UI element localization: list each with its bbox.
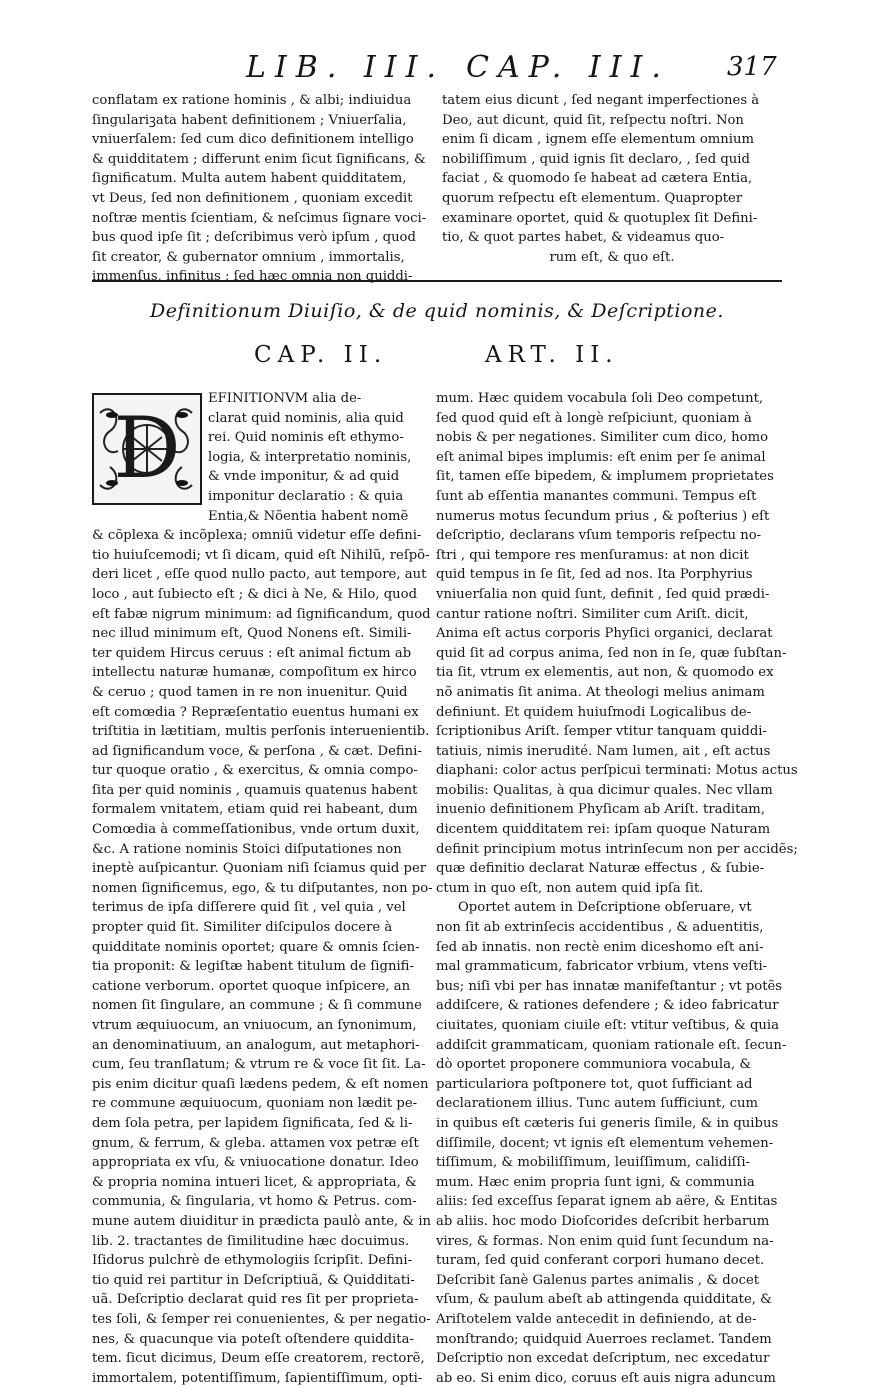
text-line: tia proponit: & legiſtæ habent titulum de ſignifi-	[92, 959, 414, 975]
text-line: vt Deus, ſed non definitionem , quoniam excedit	[92, 190, 413, 206]
text-line: Entia,& Nõentia habent nomẽ	[208, 508, 409, 524]
text-line: tio quid rei partitur in Deſcriptiuã, & Quidditati-	[92, 1272, 415, 1288]
text-line: examinare oportet, quid & quotuplex ſit Defini-	[442, 210, 758, 226]
text-line: declarationem illius. Tunc autem ſufficiunt, cum	[436, 1096, 758, 1112]
text-line: cantur ratione noſtri. Similiter cum Ariſt. dicit,	[436, 606, 749, 622]
text-line: vires, & formas. Non enim quid ſunt ſecundum na-	[436, 1233, 774, 1249]
text-line: ſit creator, & gubernator omnium , immortalis,	[92, 249, 405, 265]
text-line: immortalem, potentiſſimum, ſapientiſſimum, opti-	[92, 1370, 423, 1386]
section-divider	[92, 280, 782, 282]
text-line: ter quidem Hircus ceruus : eſt animal fictum ab	[92, 645, 412, 661]
text-line: Iſidorus pulchrè de ethymologiis ſcripſit. Defini-	[92, 1253, 413, 1269]
text-line: quæ definitio declarat Naturæ effectus , & ſubie-	[436, 861, 765, 877]
text-line: Ariſtotelem valde antecedit in definiendo, at de-	[436, 1311, 757, 1327]
text-line: rum eſt, & quo eſt.	[549, 249, 675, 265]
text-line: loco , aut ſubiecto eſt ; & dici à Ne, & Hilo, quod	[92, 586, 418, 602]
text-line: eſt animal bipes implumis: eſt enim per ſe animal	[436, 449, 766, 465]
text-line: monſtrando; quidquid Auerroes reclamet. Tandem	[436, 1331, 772, 1347]
text-line: intellectu naturæ humanæ, compoſitum ex hirco	[92, 665, 417, 681]
page-number: 317	[727, 52, 777, 82]
text-line: ſed quod quid eſt à longè reſpiciunt, quoniam à	[436, 410, 752, 426]
text-line: cum, ſeu tranſlatum; & vtrum re & voce ſit ſit. La-	[92, 1057, 426, 1073]
text-line: nec illud minimum eſt, Quod Nonens eſt. Simili-	[92, 626, 412, 642]
text-line: vniuerſalia non quid ſunt, definit , ſed quid prædi-	[436, 586, 770, 602]
text-line: ciuitates, quoniam ciuile eſt: vtitur veſtibus, & quia	[436, 1018, 779, 1033]
text-line: ſunt ab eſſentia manantes communi. Tempus eſt	[436, 488, 757, 504]
text-line: ab eo. Si enim dico, coruus eſt auis nigra aduncum	[436, 1370, 776, 1386]
text-line: aliis: ſed exceſſus ſeparat ignem ab aëre, & Entitas	[436, 1194, 778, 1210]
text-line: inuenio definitionem Phyſicam ab Ariſt. traditam,	[436, 802, 766, 818]
text-line: Oportet autem in Deſcriptione obſeruare, vt	[458, 900, 752, 916]
text-line: particulariora poſtponere tot, quot ſufficiant ad	[436, 1076, 753, 1092]
text-line: uã. Deſcriptio declarat quid res ſit per proprieta-	[92, 1292, 419, 1308]
text-line: re commune æquiuocum, quoniam non lædit pe-	[92, 1096, 418, 1112]
text-line: appropriata ex vſu, & vniuocatione donatur. Ideo	[92, 1155, 419, 1171]
text-line: tur quoque oratio , & exercitus, & omnia compo-	[92, 763, 418, 779]
text-line: dicentem quidditatem rei: ipſam quoque Naturam	[436, 822, 771, 838]
text-line: vtrum æquiuocum, an vniuocum, an ſynonimum,	[92, 1018, 417, 1033]
running-head-chapter: CAP. III.	[466, 50, 670, 85]
text-line: & ceruo ; quod tamen in re non inuenitur. Quid	[92, 684, 408, 700]
text-line: ſita per quid nominis , quamuis quatenus habent	[92, 782, 418, 798]
text-line: formalem vnitatem, etiam quid rei habeant, dum	[92, 802, 418, 818]
text-line: eſt comœdia ? Repræſentatio euentus humani ex	[92, 704, 419, 720]
text-line: quorum reſpectu eſt elementum. Quapropter	[442, 190, 743, 206]
text-line: bus quod ipſe ſit ; deſcribimus verò ipſum , quod	[92, 230, 416, 246]
text-line: pis enim dicitur quaſi lædens pedem, & eſt nomen	[92, 1076, 429, 1092]
text-line: ſignificatum. Multa autem habent quidditatem,	[92, 171, 407, 187]
text-line: mum. Hæc enim propria ſunt igni, & communia	[436, 1174, 755, 1190]
text-line: quid ſit ad corpus anima, ſed non in ſe, quæ ſubſtan-	[436, 645, 787, 661]
top-left-column	[92, 91, 428, 287]
text-line: mum. Hæc quidem vocabula ſoli Deo competunt,	[436, 391, 764, 406]
text-line: ſcriptionibus Ariſt. ſemper vtitur tanquam quiddi-	[436, 724, 767, 740]
text-line: definit principium motus intrinſecum non per accidẽs;	[436, 841, 798, 857]
top-right-column	[442, 91, 782, 267]
text-line: enim ſi dicam , ignem eſſe elementum omnium	[442, 132, 754, 148]
text-line: tia ſit, vtrum ex elementis, aut non, & quomodo ex	[436, 665, 774, 681]
article-label: ART. II.	[485, 342, 619, 368]
text-line: quid tempus in ſe ſit, ſed ad nos. Ita Porphyrius	[436, 567, 753, 583]
text-line: addiſcere, & rationes defendere ; & ideo fabricatur	[436, 998, 779, 1014]
text-line: diſſimile, docent; vt ignis eſt elementum vehemen-	[436, 1135, 774, 1151]
text-line: nomen ſit ſingulare, an commune ; & ſi commune	[92, 998, 422, 1014]
section-title: Definitionum Diuiſio, & de quid nominis, & Deſcriptione.	[150, 300, 724, 322]
initial-letter: D	[113, 399, 181, 497]
text-line: & vnde imponitur, & ad quid	[208, 469, 400, 485]
main-right-column	[436, 389, 798, 1388]
text-line: nes, & quacunque via poteſt oſtendere quiddita-	[92, 1331, 414, 1347]
text-line: an denominatiuum, an analogum, aut metaphori-	[92, 1037, 420, 1053]
text-line: ab aliis. hoc modo Dioſcorides deſcribit herbarum	[436, 1213, 770, 1229]
text-line: noſtræ mentis ſcientiam, & neſcimus ſignare voci-	[92, 210, 427, 226]
text-line: non ſit ab extrinſecis accidentibus , & aduentitis,	[436, 920, 764, 936]
text-line: tatem eius dicunt , ſed negant imperfectiones à	[442, 93, 760, 108]
text-line: Anima eſt actus corporis Phyſici organici, declarat	[436, 626, 773, 642]
text-line: nõ animatis ſit anima. At theologi melius animam	[436, 684, 765, 700]
text-line: ſed ab innatis. non rectè enim diceshomo eſt ani-	[436, 939, 764, 955]
text-line: imponitur declaratio : & quia	[208, 488, 404, 504]
running-head	[0, 50, 874, 90]
text-line: ſit, tamen eſſe bipedem, & implumem proprietates	[436, 469, 774, 485]
text-line: Deo, aut dicunt, quid ſit, reſpectu noſtri. Non	[442, 112, 744, 128]
text-line: eſt fabæ nigrum minimum: ad ſignificandum, quod	[92, 606, 431, 622]
text-line: vniuerſalem: ſed cum dico definitionem intelligo	[92, 132, 414, 148]
text-line: tiſſimum, & mobiliſſimum, leuiſſimum, calidiſſi-	[436, 1155, 751, 1171]
text-line: tem. ſicut dicimus, Deum eſſe creatorem, rectorẽ,	[92, 1351, 425, 1367]
text-line: ad ſignificandum voce, & perſona , & cæt. Defini-	[92, 743, 422, 759]
text-line: addiſcit grammaticam, quoniam rationale eſt. ſecun-	[436, 1037, 787, 1053]
text-line: conflatam ex ratione hominis , & albi; indiuidua	[92, 93, 412, 108]
text-line: tes ſoli, & ſemper rei conuenientes, & per negatio-	[92, 1311, 431, 1327]
text-line: tatiuis, nimis inerudité. Nam lumen, ait , eſt actus	[436, 743, 771, 759]
chapter-label: CAP. II.	[254, 342, 388, 368]
text-line: rei. Quid nominis eſt ethymo-	[208, 430, 404, 446]
text-line: immenſus, infinitus ; ſed hæc omnia non quiddi-	[92, 269, 413, 285]
text-line: mune autem diuiditur in prædicta paulò ante, & in	[92, 1213, 432, 1229]
text-line: communia, & ſingularia, vt homo & Petrus. com-	[92, 1194, 417, 1210]
text-line: terimus de ipſa diſſerere quid ſit , vel quia , vel	[92, 900, 406, 916]
text-line: gnum, & ferrum, & gleba. attamen vox petræ eſt	[92, 1135, 419, 1151]
text-line: ſingulariꝫata habent definitionem ; Vniuerſalia,	[92, 112, 407, 128]
text-line: bus; niſi vbi per has innatæ manifeſtantur ; vt potẽs	[436, 978, 783, 994]
text-line: & quidditatem ; differunt enim ſicut ſignificans, &	[92, 151, 426, 167]
text-line: mal grammaticum, fabricator vrbium, vtens veſti-	[436, 959, 768, 975]
text-line: triſtitia in lætitiam, multis perſonis interuenientib.	[92, 724, 430, 740]
text-line: tio huiuſcemodi; vt ſi dicam, quid eſt Nihilũ, reſpõ-	[92, 547, 430, 563]
text-line: catione verborum. oportet quoque inſpicere, an	[92, 978, 411, 994]
text-line: lib. 2. tractantes de ſimilitudine hæc docuimus.	[92, 1233, 410, 1249]
text-line: quidditate nominis oportet; quare & omnis ſcien-	[92, 939, 420, 955]
text-line: in quibus eſt cæteris ſui generis ſimile, & in quibus	[436, 1115, 779, 1131]
text-line: & cõplexa & incõplexa; omniũ videtur eſſe defini-	[92, 528, 422, 544]
text-line: diaphani: color actus perſpicui terminati: Motus actus	[436, 763, 798, 779]
text-line: nobiliſſimum , quid ignis ſit declaro, , ſed quid	[442, 151, 750, 167]
text-line: &c. A ratione nominis Stoici diſputationes non	[92, 841, 402, 857]
text-line: ſtri , qui tempore res menſuramus: at non dicit	[436, 547, 749, 563]
text-line: deri licet , eſſe quod nullo pacto, aut tempore, aut	[92, 567, 427, 583]
text-line: turam, ſed quid conferant corpori humano decet.	[436, 1253, 765, 1269]
text-line: dò oportet proponere communiora vocabula, &	[436, 1057, 752, 1073]
text-line: mobilis: Qualitas, à qua dicimur quales. Nec vllam	[436, 782, 773, 798]
text-line: vſum, & paulum abeſt ab attingenda quidditate, &	[436, 1292, 772, 1308]
text-line: numerus motus ſecundum prius , & poſterius ) eſt	[436, 508, 770, 524]
text-line: dem ſola petra, per lapidem ſignificata, ſed & li-	[92, 1115, 413, 1131]
text-line: ineptè auſpicantur. Quoniam niſi ſciamus quid per	[92, 861, 427, 877]
main-left-column	[92, 389, 433, 1388]
text-line: Deſcriptio non excedat deſcriptum, nec excedatur	[436, 1351, 770, 1367]
text-line: ctum in quo eſt, non autem quid ipſa ſit.	[436, 880, 704, 896]
text-line: logia, & interpretatio nominis,	[208, 449, 412, 465]
text-line: faciat , & quomodo ſe habeat ad cætera Entia,	[442, 171, 753, 187]
text-line: tio, & quot partes habet, & videamus quo-	[442, 230, 725, 246]
running-head-book: LIB. III.	[246, 50, 445, 85]
text-line: & propria nomina intueri licet, & appropriata, &	[92, 1174, 417, 1190]
text-line: EFINITIONVM alia de-	[208, 391, 362, 406]
text-line: Comœdia à commeſſationibus, vnde ortum duxit,	[92, 822, 420, 838]
text-line: deſcriptio, declarans vſum temporis reſpectu no-	[436, 528, 762, 544]
text-line: propter quid ſit. Similiter diſcipulos docere à	[92, 920, 393, 936]
text-line: Deſcribit ſanè Galenus partes animalis , & docet	[436, 1272, 760, 1288]
text-line: clarat quid nominis, alia quid	[208, 410, 404, 426]
text-line: nobis & per negationes. Similiter cum dico, homo	[436, 430, 769, 446]
text-line: nomen ſignificemus, ego, & tu diſputantes, non po-	[92, 880, 433, 896]
text-line: definiunt. Et quidem huiuſmodi Logicalibus de-	[436, 704, 752, 720]
